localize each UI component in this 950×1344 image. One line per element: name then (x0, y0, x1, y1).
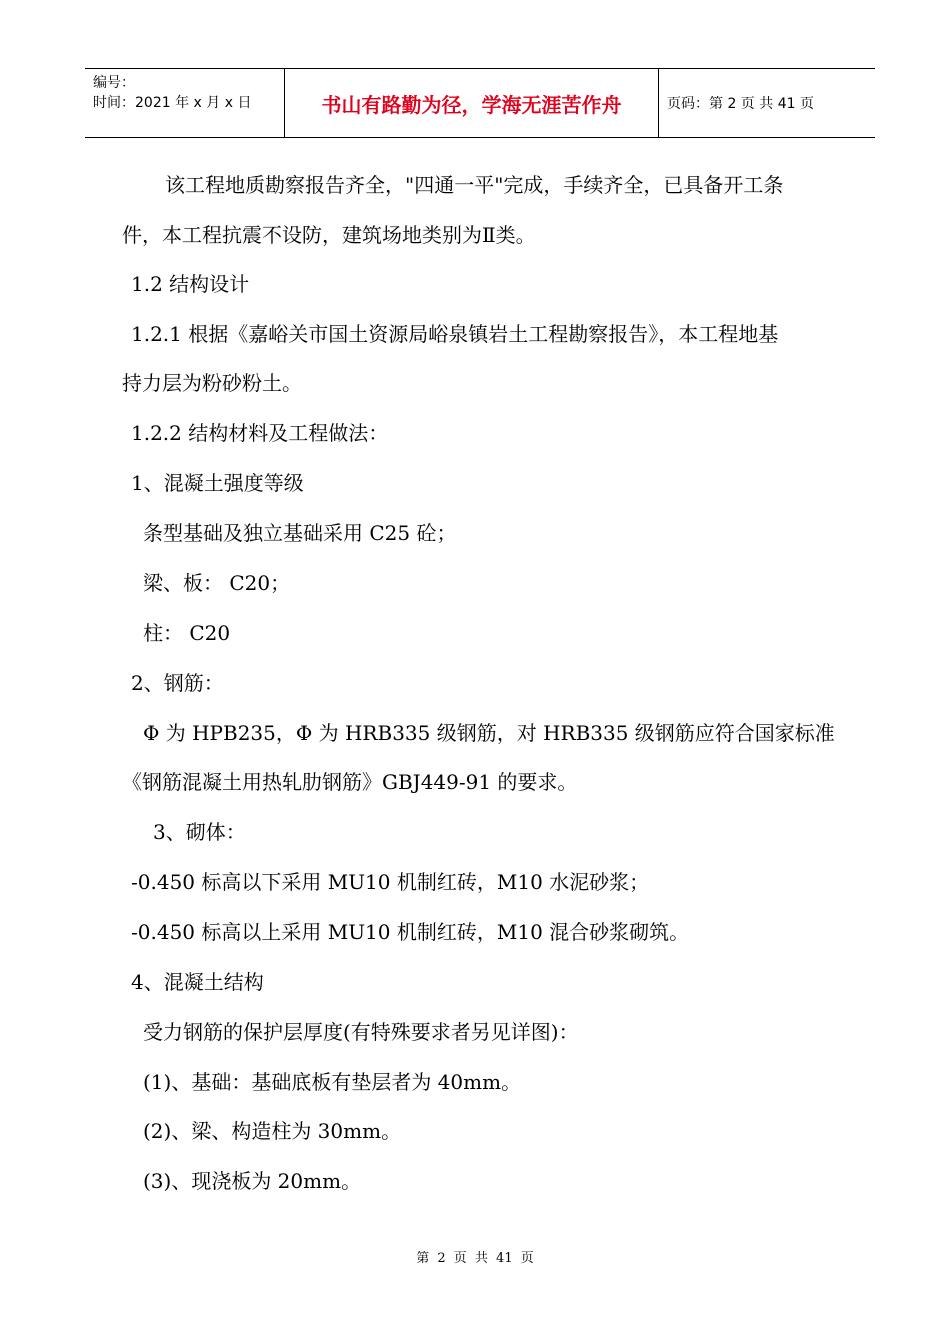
list-item: 柱： C20 (143, 621, 231, 645)
paragraph-line: 1.2.1 根据《嘉峪关市国土资源局峪泉镇岩土工程勘察报告》，本工程地基 (131, 322, 779, 346)
document-header (85, 68, 875, 138)
list-item: 受力钢筋的保护层厚度(有特殊要求者另见详图)： (143, 1020, 579, 1044)
document-time-label: 时间：2021 年 x 月 x 日 (93, 95, 252, 111)
list-item: 梁、板： C20； (143, 571, 291, 595)
paragraph-line: 《钢筋混凝土用热轧肋钢筋》GBJ449-91 的要求。 (122, 770, 578, 794)
header-motto: 书山有路勤为径，学海无涯苦作舟 (285, 69, 659, 137)
list-item: 3、砌体： (153, 820, 246, 844)
document-number-label: 编号： (93, 75, 135, 91)
list-item: (2)、梁、构造柱为 30mm。 (143, 1119, 402, 1143)
paragraph-line: 持力层为粉砂粉土。 (122, 371, 302, 395)
paragraph-line: 件，本工程抗震不设防，建筑场地类别为Ⅱ类。 (122, 223, 536, 247)
list-item: (3)、现浇板为 20mm。 (143, 1169, 362, 1193)
list-item: 4、混凝土结构 (131, 970, 264, 994)
list-item: 2、钢筋： (131, 671, 224, 695)
section-heading: 1.2 结构设计 (131, 272, 250, 296)
paragraph-line: Φ 为 HPB235，Φ 为 HRB335 级钢筋，对 HRB335 级钢筋应符合国家标准 (143, 721, 835, 745)
list-item: -0.450 标高以下采用 MU10 机制红砖，M10 水泥砂浆； (131, 870, 650, 894)
list-item: (1)、基础：基础底板有垫层者为 40mm。 (143, 1070, 522, 1094)
paragraph-line: 该工程地质勘察报告齐全，"四通一平"完成，手续齐全，已具备开工条 (165, 173, 784, 197)
list-item: 1、混凝土强度等级 (131, 471, 304, 495)
list-item: 条型基础及独立基础采用 C25 砼； (143, 521, 457, 545)
list-item: -0.450 标高以上采用 MU10 机制红砖，M10 混合砂浆砌筑。 (131, 920, 690, 944)
header-page-number: 页码：第 2 页 共 41 页 (667, 96, 814, 112)
page-footer: 第 2 页 共 41 页 (416, 1251, 534, 1266)
header-meta (85, 69, 285, 137)
section-heading: 1.2.2 结构材料及工程做法： (131, 421, 389, 445)
